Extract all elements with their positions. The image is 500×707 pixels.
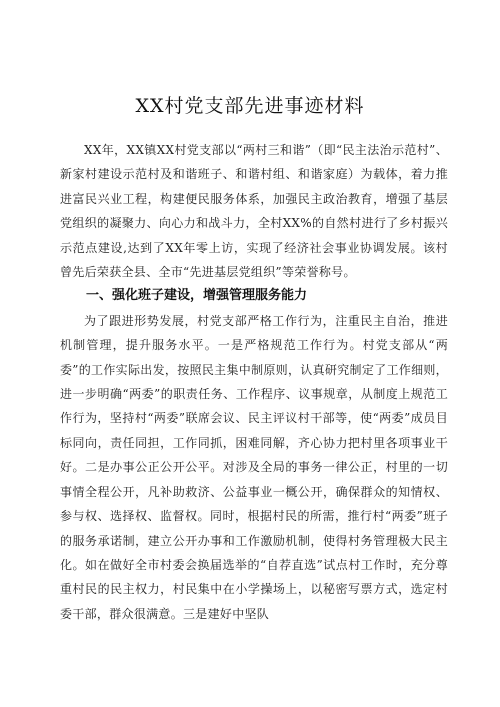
- section-paragraph: 为了跟进形势发展，村党支部严格工作行为，注重民主自治，推进机制管理，提升服务水平。一是严格规范工作行为。村党支部从“两委”的工作实际出发，按照民主集中制原则，认真研究制定了工作细则，进一步明确“两委”的职责任务、工作程序、议事规章，从制度上规范工作行为，坚持村“两委”联席会议、民主评议村干部等，使“两委”成员目标同向，责任同担，工作同抓，困难同解，齐心协力把村里各项事业干好。二是办事公正公开公平。对涉及全局的事务一律公正，村里的一切事情全程公开，凡补助救济、公益事业一概公开，确保群众的知情权、参与权、选择权、监督权。同时，根据村民的所需，推行村“两委”班子的服务承诺制，建立公开办事和工作激励机制，使得村务管理极大民主化。如在做好全市村委会换届选举的“自荐直选”试点村工作时，充分尊重村民的民主权力，村民集中在小学操场上，以秘密写票方式，选定村委干部，群众很满意。三是建好中坚队: [60, 313, 448, 621]
- document-body: [60, 138, 448, 626]
- document-title: XX村党支部先进事迹材料: [135, 95, 365, 117]
- section-heading: 一、强化班子建设，增强管理服务能力: [86, 288, 308, 304]
- intro-paragraph: XX年，XX镇XX村党支部以“两村三和谐”（即“民主法治示范村”、新家村建设示范村及和谐班子、和谐村组、和谐家庭）为载体，着力推进富民兴业工程，构建便民服务体系，加强民主政治教育，增强了基层党组织的凝聚力、向心力和战斗力，全村XX%的自然村进行了乡村振兴示范点建设,达到了XX年零上访，实现了经济社会事业协调发展。该村曾先后荣获全县、全市“先进基层党组织”等荣誉称号。: [60, 143, 448, 280]
